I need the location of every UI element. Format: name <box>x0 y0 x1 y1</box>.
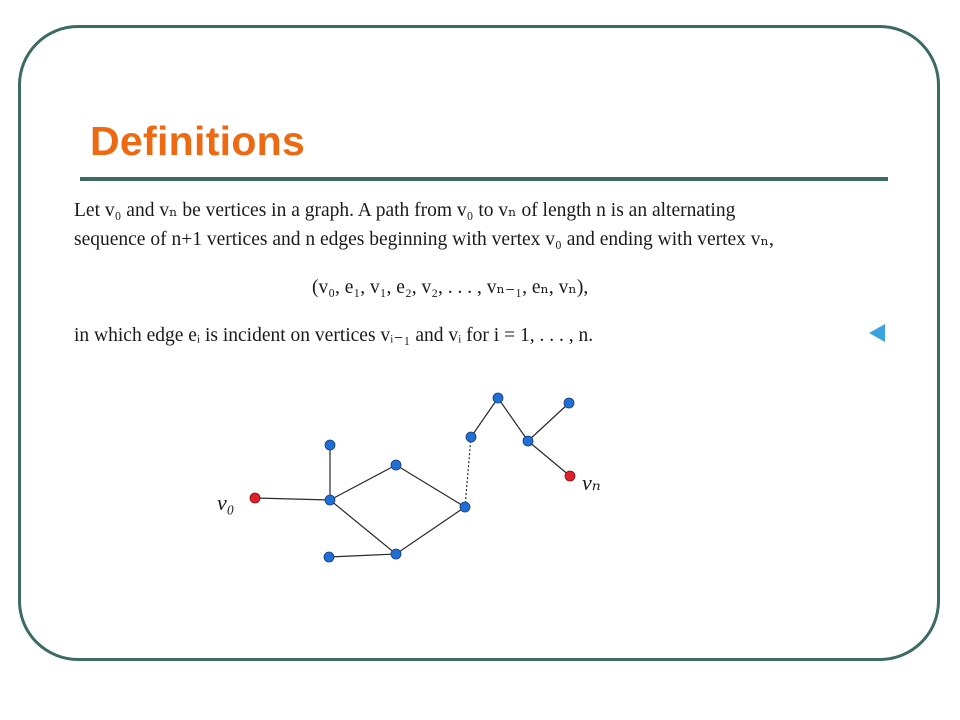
definition-line-1: Let v₀ and vₙ be vertices in a graph. A path from v₀ to vₙ of length n is an alternating <box>74 200 736 221</box>
graph-node <box>391 549 401 559</box>
graph-edge <box>498 398 528 441</box>
graph-edge <box>330 465 396 500</box>
definition-line-3: in which edge eᵢ is incident on vertices vᵢ₋₁ and vᵢ for i = 1, . . . , n. <box>74 325 594 346</box>
graph-node <box>325 440 335 450</box>
graph-node <box>460 502 470 512</box>
path-sequence-formula: (v₀, e₁, v₁, e₂, v₂, . . . , vₙ₋₁, eₙ, vₙ), <box>312 277 589 298</box>
graph-edge <box>396 465 465 507</box>
graph-node <box>493 393 503 403</box>
graph-edge <box>471 398 498 437</box>
slide-title: Definitions <box>90 118 306 164</box>
start-vertex-label: v₀ <box>217 490 235 515</box>
graph-node <box>523 436 533 446</box>
graph-node <box>391 460 401 470</box>
end-vertex-node <box>565 471 575 481</box>
graph-edge <box>528 441 570 476</box>
graph-node <box>325 495 335 505</box>
graph-edge <box>255 498 330 500</box>
graph-edge <box>329 554 396 557</box>
end-vertex-label: vₙ <box>582 470 601 495</box>
graph-edge-dashed <box>465 437 471 507</box>
start-vertex-node <box>250 493 260 503</box>
graph-edge <box>396 507 465 554</box>
graph-node <box>564 398 574 408</box>
definition-line-2: sequence of n+1 vertices and n edges beginning with vertex v₀ and ending with vertex vₙ, <box>74 229 774 250</box>
graph-edge <box>330 500 396 554</box>
graph-edge <box>528 403 569 441</box>
graph-node <box>324 552 334 562</box>
graph-node <box>466 432 476 442</box>
